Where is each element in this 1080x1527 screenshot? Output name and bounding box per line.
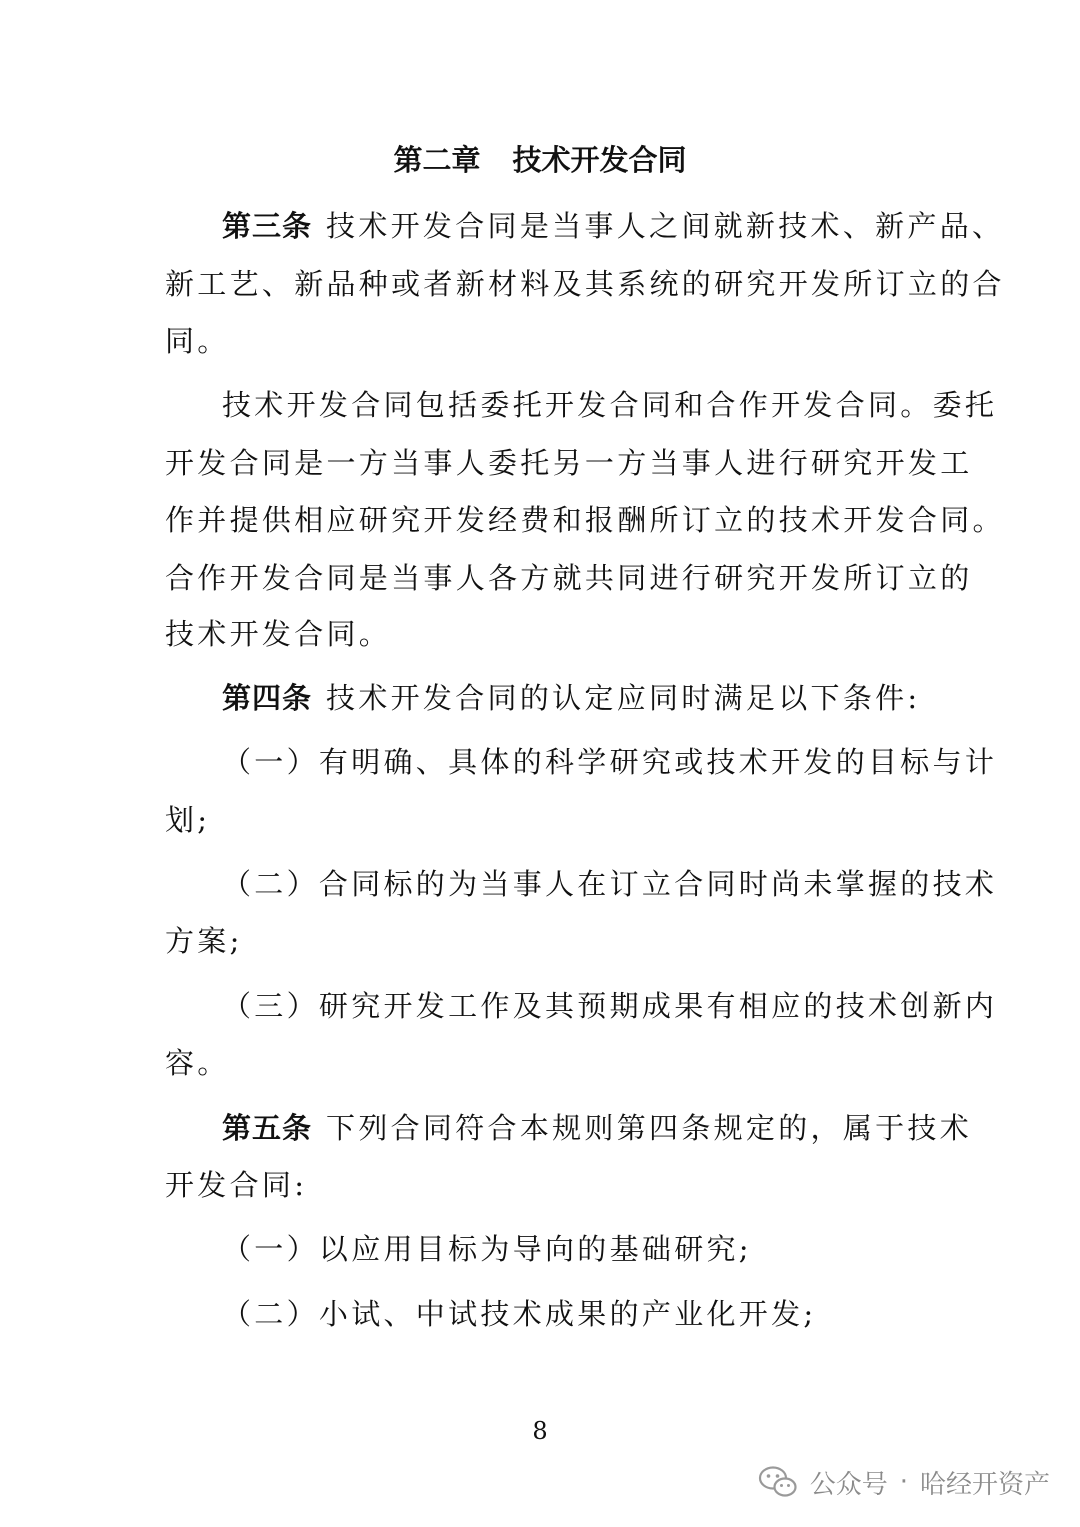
- watermark-account: 哈经开资产: [919, 1469, 1050, 1500]
- article-5-label: 第五条: [222, 1111, 313, 1145]
- article-3-line-3: 同。: [165, 324, 230, 358]
- article-5-item-2: （二）小试、中试技术成果的产业化开发;: [222, 1297, 817, 1331]
- article-3-para-2-line-3: 作并提供相应研究开发经费和报酬所订立的技术开发合同。: [165, 503, 1005, 537]
- article-3-para-2-line-4: 合作开发合同是当事人各方就共同进行研究开发所订立的: [165, 561, 973, 595]
- watermark-separator: ·: [899, 1467, 908, 1497]
- article-4-label: 第四条: [222, 681, 313, 715]
- article-5-line-2: 开发合同:: [165, 1168, 308, 1202]
- watermark-prefix: 公众号: [809, 1469, 888, 1500]
- page-number: 8: [532, 1417, 548, 1445]
- article-3-para-2-line-1: 技术开发合同包括委托开发合同和合作开发合同。委托: [222, 388, 998, 422]
- article-4-item-1-line-1: （一）有明确、具体的科学研究或技术开发的目标与计: [222, 745, 998, 779]
- article-3-line-1: 第三条 技术开发合同是当事人之间就新技术、新产品、: [222, 209, 1005, 243]
- article-3-para-2-line-5: 技术开发合同。: [165, 617, 392, 651]
- article-4-item-3-line-2: 容。: [165, 1046, 230, 1080]
- watermark: [758, 1462, 1050, 1502]
- article-3-label: 第三条: [222, 209, 313, 243]
- chapter-title: 技术开发合同: [512, 143, 687, 177]
- article-4-item-2-line-2: 方案;: [165, 924, 243, 958]
- article-3-para-2-line-2: 开发合同是一方当事人委托另一方当事人进行研究开发工: [165, 446, 973, 480]
- article-5-item-1: （一）以应用目标为导向的基础研究;: [222, 1232, 752, 1266]
- chapter-number: 第二章: [393, 143, 481, 177]
- article-4-line-1: 第四条 技术开发合同的认定应同时满足以下条件:: [222, 681, 921, 715]
- article-4-item-2-line-1: （二）合同标的为当事人在订立合同时尚未掌握的技术: [222, 867, 998, 901]
- article-3-line-2: 新工艺、新品种或者新材料及其系统的研究开发所订立的合: [165, 267, 1005, 301]
- article-4-item-3-line-1: （三）研究开发工作及其预期成果有相应的技术创新内: [222, 989, 998, 1023]
- wechat-icon: [758, 1466, 798, 1498]
- chapter-heading: [0, 140, 1080, 180]
- article-4-item-1-line-2: 划;: [165, 803, 211, 837]
- article-5-line-1: 第五条 下列合同符合本规则第四条规定的，属于技术: [222, 1111, 973, 1145]
